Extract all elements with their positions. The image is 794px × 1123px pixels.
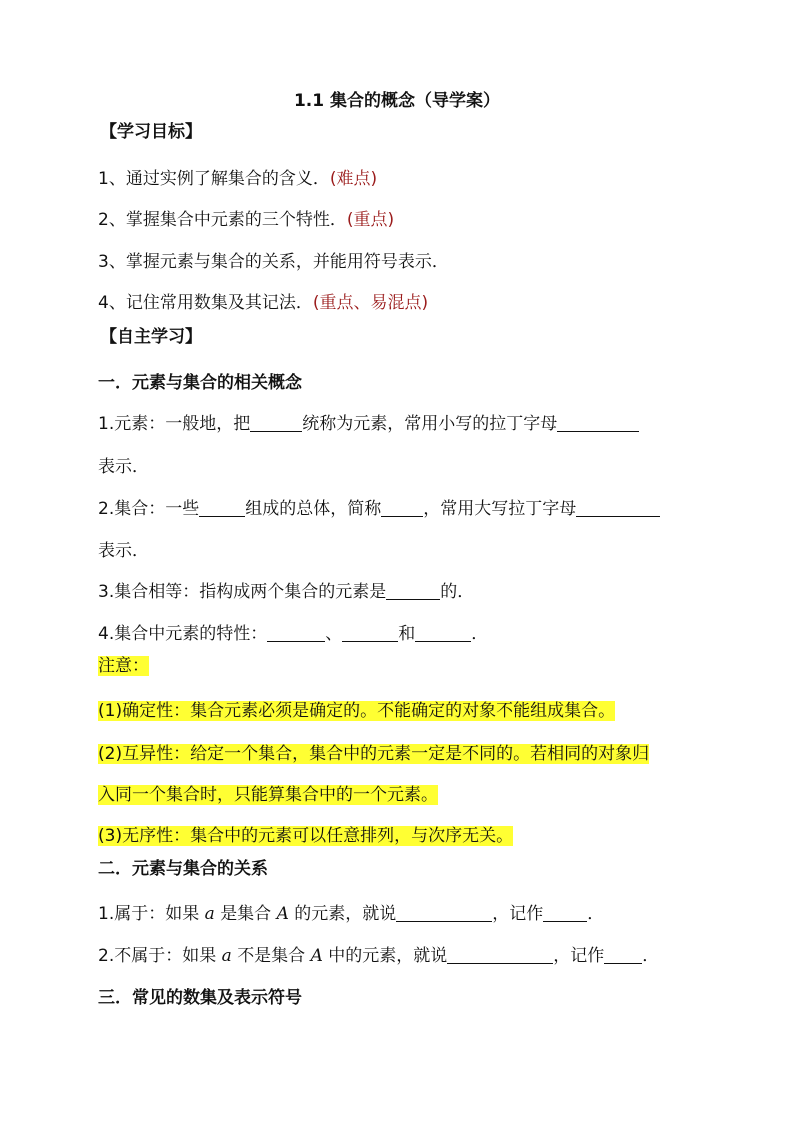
objective-1: 1、通过实例了解集合的含义．(难点)	[98, 169, 378, 189]
objectives-heading: 【学习目标】	[100, 122, 202, 142]
self-study-heading: 【自主学习】	[100, 327, 202, 347]
element-properties: 4.集合中元素的特性： 、 和 ．	[98, 620, 488, 648]
objective-3: 3、掌握元素与集合的关系，并能用符号表示．	[98, 252, 449, 272]
fill-blank[interactable]	[415, 621, 471, 642]
difficulty-tag: (难点)	[329, 169, 378, 189]
objective-2: 2、掌握集合中元素的三个特性．(重点)	[98, 210, 395, 230]
section-2-heading: 二．元素与集合的关系	[98, 859, 268, 879]
definition-set: 2.集合：一些 组成的总体，简称 ，常用大写拉丁字母	[98, 495, 660, 523]
page-title: 1.1 集合的概念（导学案）	[293, 91, 501, 111]
fill-blank[interactable]	[396, 901, 492, 922]
note-distinctness-cont: 入同一个集合时，只能算集合中的一个元素。	[98, 785, 438, 805]
relation-belongs: 1.属于：如果 a 是集合 A 的元素，就说 ，记作 ．	[98, 900, 604, 928]
definition-set-equality: 3.集合相等：指构成两个集合的元素是 的．	[98, 578, 474, 606]
fill-blank[interactable]	[267, 621, 325, 642]
section-1-heading: 一．元素与集合的相关概念	[98, 373, 302, 393]
objective-4: 4、记住常用数集及其记法．(重点、易混点)	[98, 293, 429, 313]
definition-element-cont: 表示．	[98, 457, 149, 477]
fill-blank[interactable]	[557, 411, 639, 432]
definition-set-cont: 表示．	[98, 541, 149, 561]
fill-blank[interactable]	[576, 496, 660, 517]
note-label: 注意：	[98, 656, 149, 676]
fill-blank[interactable]	[543, 901, 587, 922]
definition-element: 1.元素：一般地，把 统称为元素，常用小写的拉丁字母	[98, 410, 639, 438]
fill-blank[interactable]	[447, 943, 553, 964]
note-unordered: (3)无序性：集合中的元素可以任意排列，与次序无关。	[98, 826, 514, 846]
section-3-heading: 三．常见的数集及表示符号	[98, 988, 302, 1008]
difficulty-tag: (重点、易混点)	[312, 293, 429, 313]
fill-blank[interactable]	[199, 496, 245, 517]
note-determinacy: (1)确定性：集合元素必须是确定的。不能确定的对象不能组成集合。	[98, 701, 616, 721]
difficulty-tag: (重点)	[346, 210, 395, 230]
fill-blank[interactable]	[386, 579, 440, 600]
relation-not-belongs: 2.不属于：如果 a 不是集合 A 中的元素，就说 ，记作 ．	[98, 942, 659, 970]
fill-blank[interactable]	[604, 943, 642, 964]
fill-blank[interactable]	[381, 496, 423, 517]
fill-blank[interactable]	[250, 411, 302, 432]
fill-blank[interactable]	[342, 621, 398, 642]
note-distinctness: (2)互异性：给定一个集合，集合中的元素一定是不同的。若相同的对象归	[98, 744, 650, 764]
